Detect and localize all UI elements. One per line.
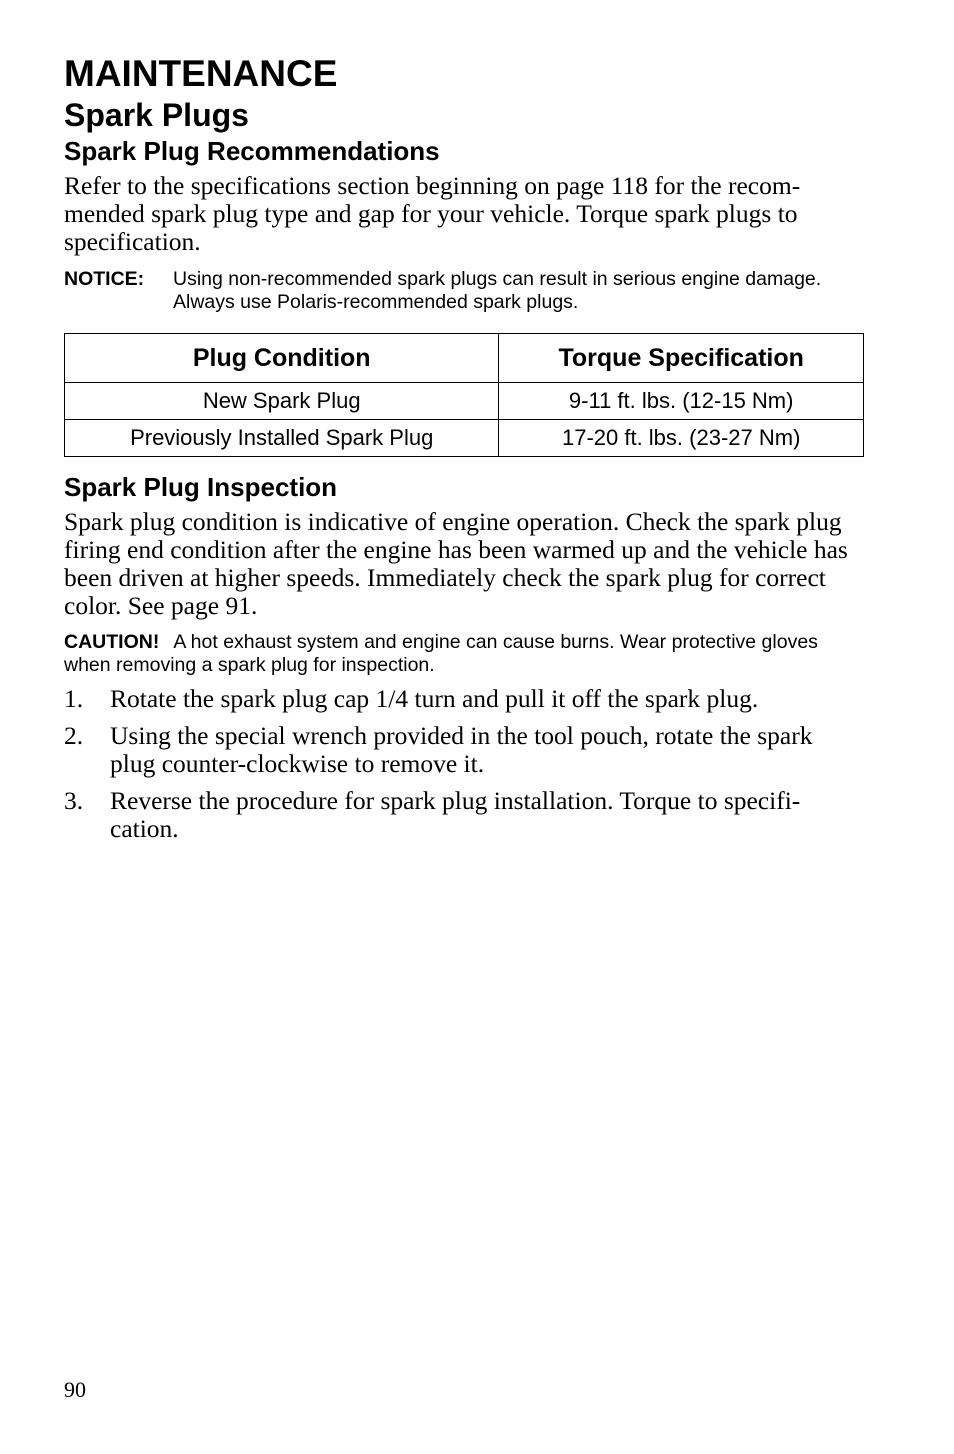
list-item	[64, 722, 864, 778]
notice-label: NOTICE:	[64, 268, 145, 290]
step-text: Reverse the procedure for spark plug installation. Torque to specifi-cation.	[110, 786, 801, 843]
section-title: MAINTENANCE	[64, 53, 338, 94]
step-text: Rotate the spark plug cap 1/4 turn and pull it off the spark plug.	[110, 684, 759, 713]
caution-label: CAUTION!	[64, 631, 160, 653]
caution-block	[64, 631, 864, 677]
recommendations-heading: Spark Plug Recommendations	[64, 136, 440, 166]
page-number: 90	[64, 1377, 86, 1402]
inspection-heading: Spark Plug Inspection	[64, 472, 338, 502]
table-header-row	[65, 334, 864, 383]
notice-block	[64, 268, 864, 314]
step-text: Using the special wrench provided in the tool pouch, rotate the spark plug counter-clockwise to remove it.	[110, 721, 813, 778]
table-row	[65, 420, 864, 457]
column-header-torque-specification: Torque Specification	[499, 334, 864, 383]
inspection-paragraph: Spark plug condition is indicative of engine operation. Check the spark plug firing end condition after the engine has been warmed up and the vehicle has been driven at higher speeds. Immediately check the spark plug for correct color. See page 91.	[64, 507, 848, 620]
table-row	[65, 383, 864, 420]
step-number: 3.	[64, 786, 84, 815]
document-page	[64, 52, 864, 852]
inspection-steps	[64, 685, 864, 843]
table-cell: New Spark Plug	[65, 383, 499, 420]
torque-spec-table	[64, 333, 864, 457]
caution-text: A hot exhaust system and engine can cause burns. Wear protective gloves when removing a spark plug for inspection.	[64, 631, 818, 676]
recommendations-paragraph: Refer to the specifications section beginning on page 118 for the recom-mended spark plug type and gap for your vehicle. Torque spark plugs to specification.	[64, 171, 801, 256]
table-cell: Previously Installed Spark Plug	[65, 420, 499, 457]
notice-text: Using non-recommended spark plugs can result in serious engine damage. Always use Polaris-recommended spark plugs.	[173, 268, 822, 313]
step-number: 2.	[64, 721, 84, 750]
list-item	[64, 685, 864, 713]
table-cell: 9-11 ft. lbs. (12-15 Nm)	[499, 383, 864, 420]
step-number: 1.	[64, 684, 84, 713]
table-cell: 17-20 ft. lbs. (23-27 Nm)	[499, 420, 864, 457]
list-item	[64, 787, 864, 843]
page-title: Spark Plugs	[64, 97, 249, 133]
column-header-plug-condition: Plug Condition	[65, 334, 499, 383]
